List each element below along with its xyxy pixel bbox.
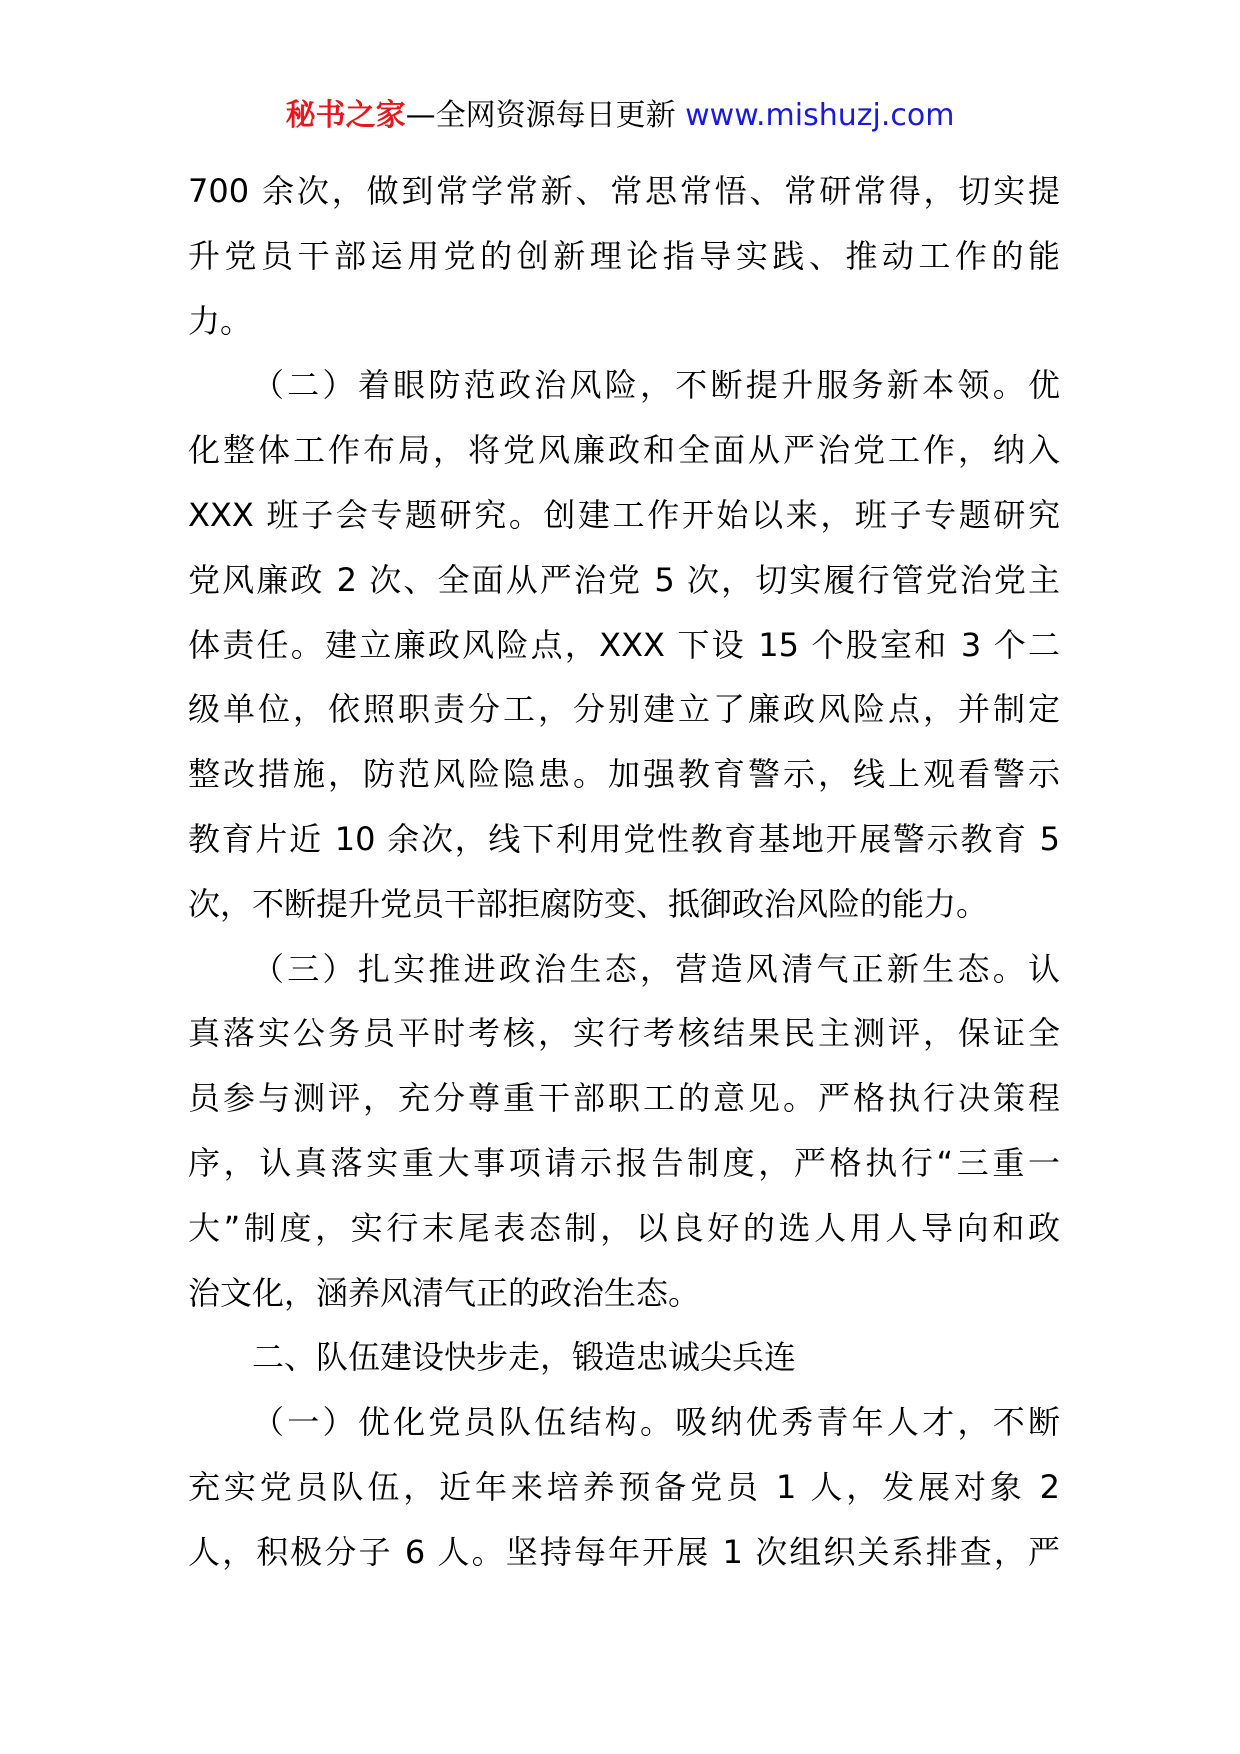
text-line: 大”制度，实行末尾表态制，以良好的选人用人导向和政: [188, 1208, 1060, 1247]
text-line: 人，积极分子 6 人。坚持每年开展 1 次组织关系排查，严: [188, 1532, 1060, 1571]
text-line: 员参与测评，充分尊重干部职工的意见。严格执行决策程: [188, 1079, 1060, 1118]
text-line: 教育片近 10 余次，线下利用党性教育基地开展警示教育 5: [188, 819, 1060, 858]
section-heading: 二、队伍建设快步走，锻造忠诚尖兵连: [252, 1338, 797, 1377]
text-line: 整改措施，防范风险隐患。加强教育警示，线上观看警示: [188, 755, 1060, 794]
text-line: 级单位，依照职责分工，分别建立了廉政风险点，并制定: [188, 690, 1060, 729]
text-line: 升党员干部运用党的创新理论指导实践、推动工作的能: [188, 236, 1060, 275]
text-line: 充实党员队伍，近年来培养预备党员 1 人，发展对象 2: [188, 1467, 1060, 1506]
watermark-header: [0, 96, 1240, 136]
text-line: 治文化，涵养风清气正的政治生态。: [188, 1273, 701, 1312]
text-line: XXX 班子会专题研究。创建工作开始以来，班子专题研究: [188, 495, 1060, 534]
text-line: 党风廉政 2 次、全面从严治党 5 次，切实履行管党治党主: [188, 560, 1060, 599]
brand-name: 秘书之家: [285, 98, 406, 133]
text-line: 700 余次，做到常学常新、常思常悟、常研常得，切实提: [188, 172, 1060, 210]
text-line: 化整体工作布局，将党风廉政和全面从严治党工作，纳入: [188, 431, 1060, 470]
document-body: [188, 159, 1060, 1585]
paragraph-start-line: （一）优化党员队伍结构。吸纳优秀青年人才，不断: [252, 1403, 1060, 1442]
website-link[interactable]: www.mishuzj.com: [685, 98, 955, 133]
text-line: 真落实公务员平时考核，实行考核结果民主测评，保证全: [188, 1014, 1060, 1053]
paragraph-start-line: （三）扎实推进政治生态，营造风清气正新生态。认: [252, 949, 1060, 988]
text-line: 序，认真落实重大事项请示报告制度，严格执行“三重一: [188, 1143, 1060, 1182]
text-line: 力。: [188, 301, 253, 340]
text-line: 次，不断提升党员干部拒腐防变、抵御政治风险的能力。: [188, 884, 989, 923]
header-tagline: —全网资源每日更新: [405, 98, 686, 133]
paragraph-start-line: （二）着眼防范政治风险，不断提升服务新本领。优: [252, 366, 1060, 405]
text-line: 体责任。建立廉政风险点，XXX 下设 15 个股室和 3 个二: [188, 625, 1060, 664]
